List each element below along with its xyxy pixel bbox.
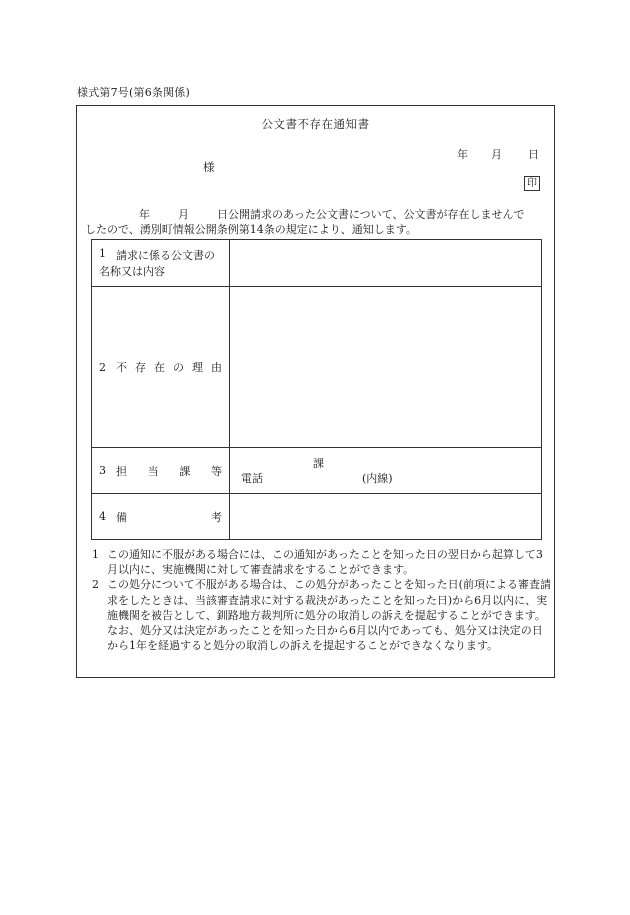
tel-label: 電話 bbox=[241, 471, 263, 485]
dept-field[interactable] bbox=[230, 448, 542, 494]
body-line1: 日公開請求のあった公文書について、公文書が存在しませんで bbox=[217, 208, 525, 221]
table-row bbox=[92, 494, 542, 540]
label-char: 理 bbox=[192, 361, 203, 374]
request-label-line2: 名称又は内容 bbox=[99, 265, 165, 278]
document-title: 公文書不存在通知書 bbox=[261, 117, 370, 131]
ext-label: (内線) bbox=[362, 471, 393, 485]
remarks-label-cell bbox=[92, 494, 230, 540]
note-number: 1 bbox=[92, 548, 99, 561]
label-char: 存 bbox=[135, 361, 146, 374]
body-year: 年 bbox=[139, 208, 150, 221]
table-row bbox=[92, 287, 542, 448]
note-number: 2 bbox=[92, 578, 99, 592]
label-char: 課 bbox=[179, 464, 191, 478]
seal-mark: 印 bbox=[524, 176, 540, 191]
details-table bbox=[91, 239, 542, 540]
note-text: この通知に不服がある場合には、この通知があったことを知った日の翌日から起算して3月以内に、実施機関に対して審査請求をすることができます。 bbox=[107, 548, 543, 577]
body-line2: したので、湧別町情報公開条例第14条の規定により、通知します。 bbox=[85, 223, 417, 236]
dept-suffix: 課 bbox=[313, 456, 324, 470]
row-number: 2 bbox=[99, 360, 106, 374]
reason-label-cell bbox=[92, 287, 230, 448]
request-content-field[interactable] bbox=[230, 240, 542, 287]
label-char: 考 bbox=[211, 510, 222, 524]
row-number: 4 bbox=[99, 510, 106, 523]
date-month: 月 bbox=[491, 148, 502, 161]
label-char: 等 bbox=[210, 464, 222, 478]
label-char: 不 bbox=[116, 361, 127, 374]
reason-field[interactable] bbox=[230, 287, 542, 448]
row-number: 1 bbox=[99, 247, 106, 260]
notes-list bbox=[89, 547, 551, 653]
note-item bbox=[89, 577, 551, 653]
note-text: この処分について不服がある場合は、この処分があったことを知った日(前項による審査請求をしたときは、当該審査請求に対する裁決があったことを知った日)から6月以内に、実施機関を被告として、釧路地方裁判所に処分の取消しの訴えを提起することができます。なお、処分又は決定があったことを知った日から6月以内であっても、処分又は決定の日から1年を経過すると処分の取消しの訴えを提起することができなくなります。 bbox=[107, 578, 551, 653]
notice-body bbox=[85, 207, 547, 237]
label-char: 由 bbox=[211, 361, 222, 374]
form-label: 様式第7号(第6条関係) bbox=[77, 86, 190, 99]
note-item bbox=[89, 547, 551, 577]
request-label-line1: 請求に係る公文書の bbox=[116, 249, 215, 262]
label-char: 担 bbox=[116, 464, 127, 478]
addressee-suffix: 様 bbox=[203, 160, 215, 174]
dept-label-cell bbox=[92, 448, 230, 494]
reason-label bbox=[116, 359, 222, 375]
remarks-field[interactable] bbox=[230, 494, 542, 540]
label-char: 備 bbox=[116, 510, 127, 524]
label-char: の bbox=[173, 361, 184, 374]
table-row bbox=[92, 448, 542, 494]
label-char: 当 bbox=[147, 464, 159, 478]
dept-label bbox=[116, 463, 222, 479]
body-month: 月 bbox=[178, 208, 189, 221]
request-label-cell bbox=[92, 240, 230, 287]
notice-frame bbox=[76, 105, 555, 678]
label-char: 在 bbox=[154, 361, 165, 374]
date-day: 日 bbox=[528, 148, 539, 161]
row-number: 3 bbox=[99, 464, 106, 477]
remarks-label bbox=[116, 509, 222, 525]
table-row bbox=[92, 240, 542, 287]
date-year: 年 bbox=[457, 148, 468, 161]
